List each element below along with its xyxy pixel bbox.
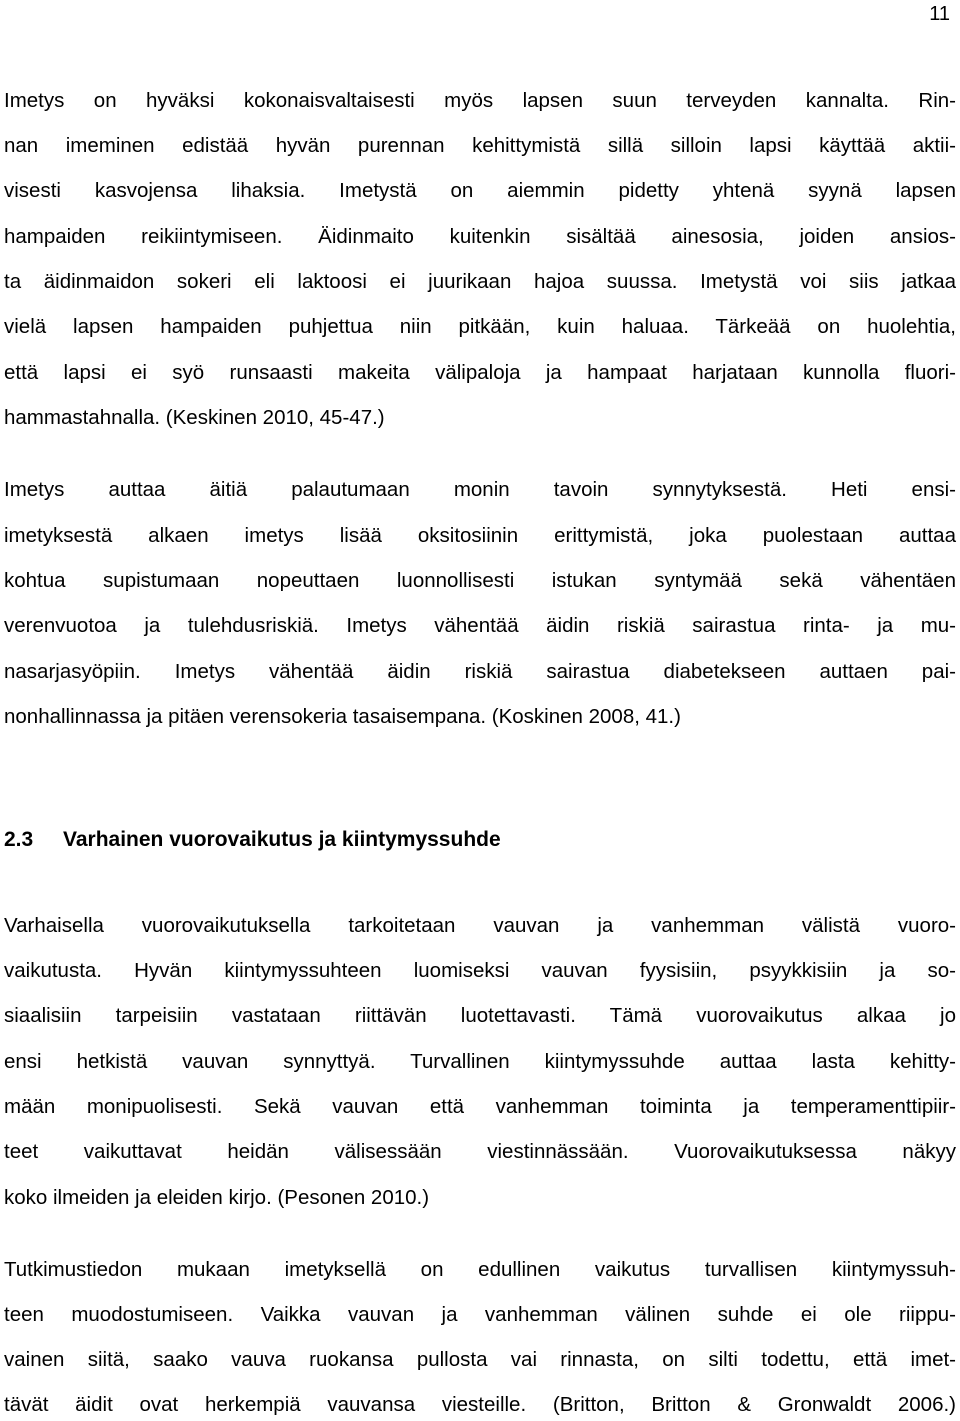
text-line: ta äidinmaidon sokeri eli laktoosi ei juurikaan hajoa suussa. Imetystä voi siis jatkaa [4, 270, 956, 293]
text-line: että lapsi ei syö runsaasti makeita välipaloja ja hampaat harjataan kunnolla fluori- [4, 361, 956, 384]
text-line: nasarjasyöpiin. Imetys vähentää äidin riskiä sairastua diabetekseen auttaen pai- [4, 660, 956, 683]
text-line: koko ilmeiden ja eleiden kirjo. (Pesonen 2010.) [4, 1186, 430, 1209]
section-number: 2.3 [4, 828, 34, 851]
text-line: ensi hetkistä vauvan synnyttyä. Turvallinen kiintymyssuhde auttaa lasta kehitty- [4, 1050, 956, 1073]
text-line: nan imeminen edistää hyvän purennan kehittymistä sillä silloin lapsi käyttää aktii- [4, 134, 956, 157]
text-line: hammastahnalla. (Keskinen 2010, 45-47.) [4, 406, 385, 429]
text-line: vainen siitä, saako vauva ruokansa pullosta vai rinnasta, on silti todettu, että imet- [4, 1348, 956, 1371]
text-line: vaikutusta. Hyvän kiintymyssuhteen luomiseksi vauvan fyysisiin, psyykkisiin ja so- [4, 959, 956, 982]
text-line: verenvuotoa ja tulehdusriskiä. Imetys vähentää äidin riskiä sairastua rinta- ja mu- [4, 614, 956, 637]
text-line: nonhallinnassa ja pitäen verensokeria tasaisempana. (Koskinen 2008, 41.) [4, 705, 681, 728]
text-line: teen muodostumiseen. Vaikka vauvan ja vanhemman välinen suhde ei ole riippu- [4, 1303, 956, 1326]
section-title: Varhainen vuorovaikutus ja kiintymyssuhde [63, 828, 501, 851]
text-line: Imetys auttaa äitiä palautumaan monin tavoin synnytyksestä. Heti ensi- [4, 478, 956, 501]
page-number: 11 [929, 3, 950, 25]
text-line: Imetys on hyväksi kokonaisvaltaisesti myös lapsen suun terveyden kannalta. Rin- [4, 89, 956, 112]
text-line: visesti kasvojensa lihaksia. Imetystä on aiemmin pidetty yhtenä syynä lapsen [4, 179, 956, 202]
text-line: teet vaikuttavat heidän välisessään viestinnässään. Vuorovaikutuksessa näkyy [4, 1140, 956, 1163]
section-heading [4, 825, 501, 855]
text-line: Varhaisella vuorovaikutuksella tarkoitetaan vauvan ja vanhemman välistä vuoro- [4, 914, 956, 937]
text-line: siaalisiin tarpeisiin vastataan riittävän luotettavasti. Tämä vuorovaikutus alkaa jo [4, 1004, 956, 1027]
text-line: imetyksestä alkaen imetys lisää oksitosiinin erittymistä, joka puolestaan auttaa [4, 524, 956, 547]
text-line: mään monipuolisesti. Sekä vauvan että vanhemman toiminta ja temperamenttipiir- [4, 1095, 956, 1118]
text-line: kohtua supistumaan nopeuttaen luonnollisesti istukan syntymää sekä vähentäen [4, 569, 956, 592]
text-line: hampaiden reikiintymiseen. Äidinmaito kuitenkin sisältää ainesosia, joiden ansios- [4, 225, 956, 248]
text-line: vielä lapsen hampaiden puhjettua niin pitkään, kuin haluaa. Tärkeää on huolehtia, [4, 315, 956, 338]
text-line: tävät äidit ovat herkempiä vauvansa viesteille. (Britton, Britton & Gronwaldt 2006.) [4, 1393, 956, 1416]
text-line: Tutkimustiedon mukaan imetyksellä on edullinen vaikutus turvallisen kiintymyssuh- [4, 1258, 956, 1281]
